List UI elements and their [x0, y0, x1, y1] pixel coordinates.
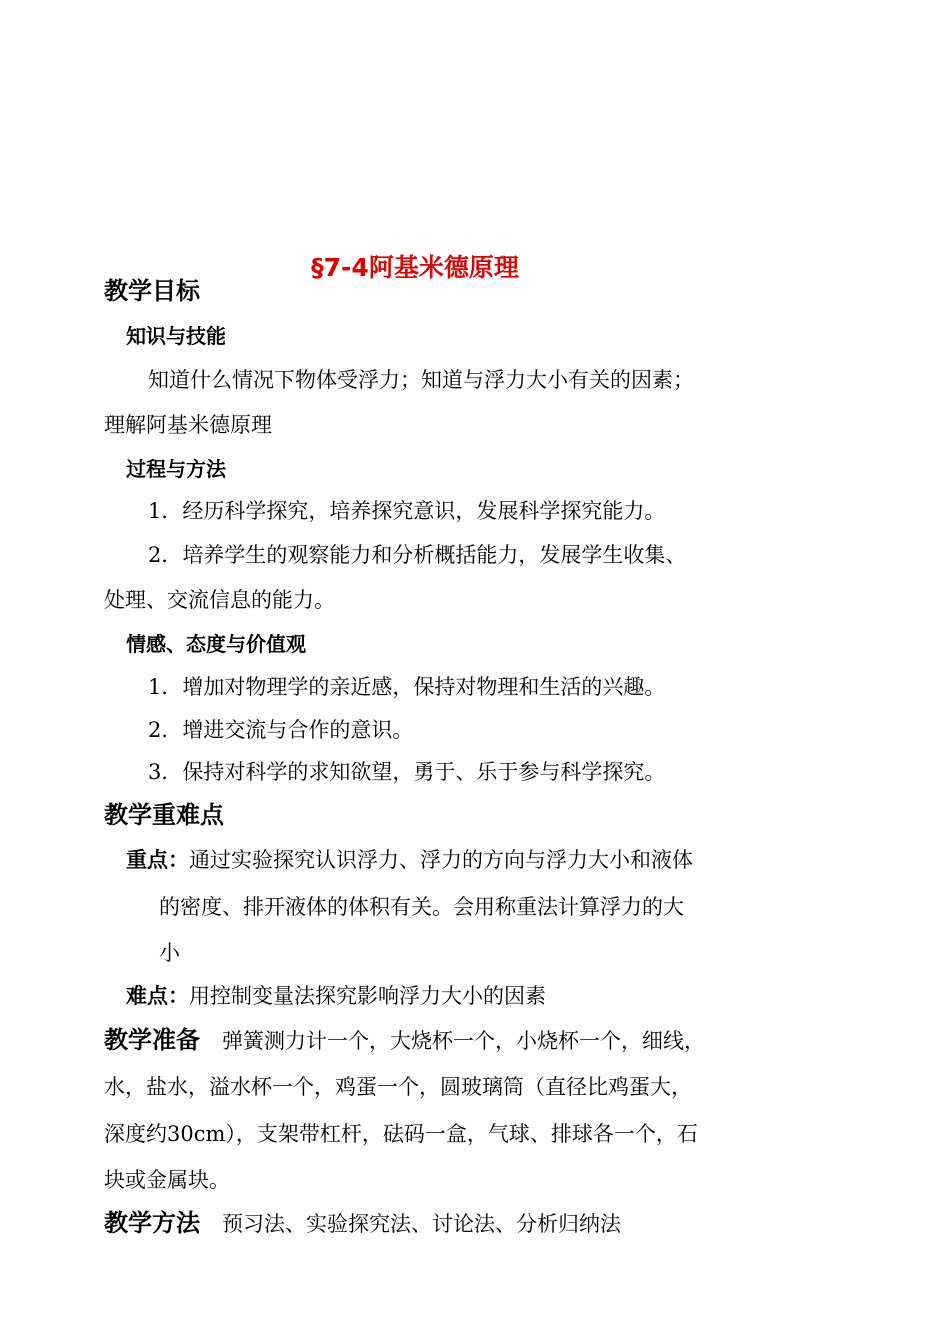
preparation-line: 块或金属块。	[104, 1168, 230, 1192]
knowledge-line: 理解阿基米德原理	[104, 413, 272, 437]
key-line: 的密度、排开液体的体积有关。会用称重法计算浮力的大	[159, 895, 684, 919]
method-row	[104, 1208, 621, 1239]
key-points-heading: 教学重难点	[104, 801, 224, 829]
method-text: 预习法、实验探究法、讨论法、分析归纳法	[222, 1212, 621, 1236]
emotion-line: 3．保持对科学的求知欲望，勇于、乐于参与科学探究。	[148, 760, 666, 784]
emotion-heading: 情感、态度与价值观	[126, 632, 306, 656]
key-label: 重点：	[126, 848, 189, 872]
objectives-heading: 教学目标	[104, 277, 200, 305]
difficult-point-row	[126, 981, 546, 1011]
key-line: 通过实验探究认识浮力、浮力的方向与浮力大小和液体	[189, 848, 693, 872]
preparation-row	[104, 1025, 705, 1056]
preparation-line: 水，盐水，溢水杯一个，鸡蛋一个，圆玻璃筒（直径比鸡蛋大，	[104, 1075, 692, 1099]
difficult-label: 难点：	[126, 984, 189, 1008]
knowledge-heading: 知识与技能	[126, 324, 226, 348]
emotion-line: 2．增进交流与合作的意识。	[148, 718, 414, 742]
emotion-line: 1．增加对物理学的亲近感，保持对物理和生活的兴趣。	[148, 675, 666, 699]
key-point-row	[126, 845, 693, 875]
difficult-text: 用控制变量法探究影响浮力大小的因素	[189, 984, 546, 1008]
process-heading: 过程与方法	[126, 457, 226, 481]
process-line: 1．经历科学探究，培养探究意识，发展科学探究能力。	[148, 499, 666, 523]
process-line: 2．培养学生的观察能力和分析概括能力，发展学生收集、	[148, 543, 687, 567]
knowledge-line: 知道什么情况下物体受浮力；知道与浮力大小有关的因素；	[148, 368, 694, 392]
preparation-heading: 教学准备	[104, 1026, 200, 1054]
preparation-line: 深度约30cm），支架带杠杆，砝码一盒，气球、排球各一个，石	[104, 1122, 698, 1146]
preparation-line: 弹簧测力计一个，大烧杯一个，小烧杯一个，细线，	[222, 1029, 705, 1053]
key-line: 小	[159, 941, 180, 965]
process-line: 处理、交流信息的能力。	[104, 588, 335, 612]
method-heading: 教学方法	[104, 1209, 200, 1237]
page-title: §7-4阿基米德原理	[311, 253, 519, 282]
